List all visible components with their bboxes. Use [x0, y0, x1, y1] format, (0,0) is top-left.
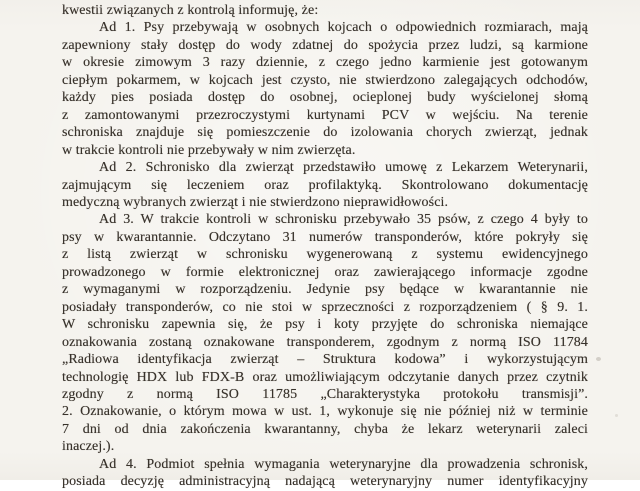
document-line: zgodny z normą ISO 11785 „Charakterystyka protokołu transmisji”. — [62, 386, 588, 402]
document-line: z zamontowanymi przezroczystymi kurtynami PCV w wejściu. Na terenie — [62, 107, 588, 123]
document-line: zapewniony stały dostęp do wody zdatnej do spożycia przez ludzi, są karmione — [62, 37, 588, 53]
document-line: zajmującym się leczeniem oraz profilaktyką. Skontrolowano dokumentację — [62, 177, 588, 193]
document-line: W schronisku zapewnia się, że psy i koty przyjęte do schroniska niemające — [62, 317, 588, 333]
scan-artifact — [615, 414, 618, 417]
document-line-cutoff: posiada decyzję administracyjną nadającą weterynaryjny numer identyfikacyjny — [62, 474, 588, 490]
document-line: inaczej.). — [62, 439, 115, 455]
document-line: posiadały transponderów, co nie stoi w sprzeczności z rozporządzeniem ( § 9. 1. — [62, 299, 588, 315]
document-text — [62, 2, 588, 491]
document-line-ad2: Ad 2. Schronisko dla zwierząt przedstawiło umowę z Lekarzem Weterynarii, — [99, 160, 588, 176]
document-line: „Radiowa identyfikacja zwierząt – Struktura kodowa” i wykorzystującym — [62, 352, 588, 368]
document-line: psy w kwarantannie. Odczytano 31 numerów transponderów, które pokryły się — [62, 229, 588, 245]
document-line-ad1: Ad 1. Psy przebywają w osobnych kojcach o odpowiednich rozmiarach, mają — [99, 20, 588, 36]
document-line: medyczną wybranych zwierząt i nie stwierdzono nieprawidłowości. — [62, 194, 449, 210]
scan-artifact — [596, 357, 601, 361]
document-line: w trakcie kontroli nie przebywały w nim zwierzęta. — [62, 142, 356, 158]
document-line: schroniska znajduje się pomieszczenie do izolowania chorych zwierząt, jednak — [62, 125, 588, 141]
document-line: kwestii związanych z kontrolą informuję, że: — [62, 3, 319, 18]
document-line: prowadzonego w formie elektronicznej oraz zawierającego informacje zgodne — [62, 264, 588, 280]
document-line: 7 dni od dnia zakończenia kwarantanny, chyba że lekarz weterynarii zaleci — [62, 421, 588, 437]
document-line: 2. Oznakowanie, o którym mowa w ust. 1, wykonuje się nie później niż w terminie — [62, 404, 588, 420]
document-line: ciepłym pokarmem, w kojcach jest czysto, nie stwierdzono zalegających odchodów, — [62, 72, 588, 88]
document-line: z listą zwierząt w schronisku wygenerowaną z systemu ewidencyjnego — [62, 247, 588, 263]
document-line: oznakowania zostaną oznakowane transponderem, zgodnym z normą ISO 11784 — [62, 334, 588, 350]
document-line: każdy pies posiada dostęp do osobnej, ocieplonej budy wyścielonej słomą — [62, 90, 588, 106]
document-line: technologię HDX lub FDX-B oraz umożliwiającym odczytanie danych przez czytnik — [62, 369, 588, 385]
document-line-ad4: Ad 4. Podmiot spełnia wymagania weterynaryjne dla prowadzenia schronisk, — [99, 456, 588, 472]
document-line: z wymaganymi w rozporządzeniu. Jedynie psy będące w kwarantannie nie — [62, 282, 588, 298]
document-line: w okresie zimowym 3 razy dziennie, z czego jedno karmienie jest gotowanym — [62, 55, 588, 71]
document-line-ad3: Ad 3. W trakcie kontroli w schronisku przebywało 35 psów, z czego 4 były to — [99, 212, 588, 228]
